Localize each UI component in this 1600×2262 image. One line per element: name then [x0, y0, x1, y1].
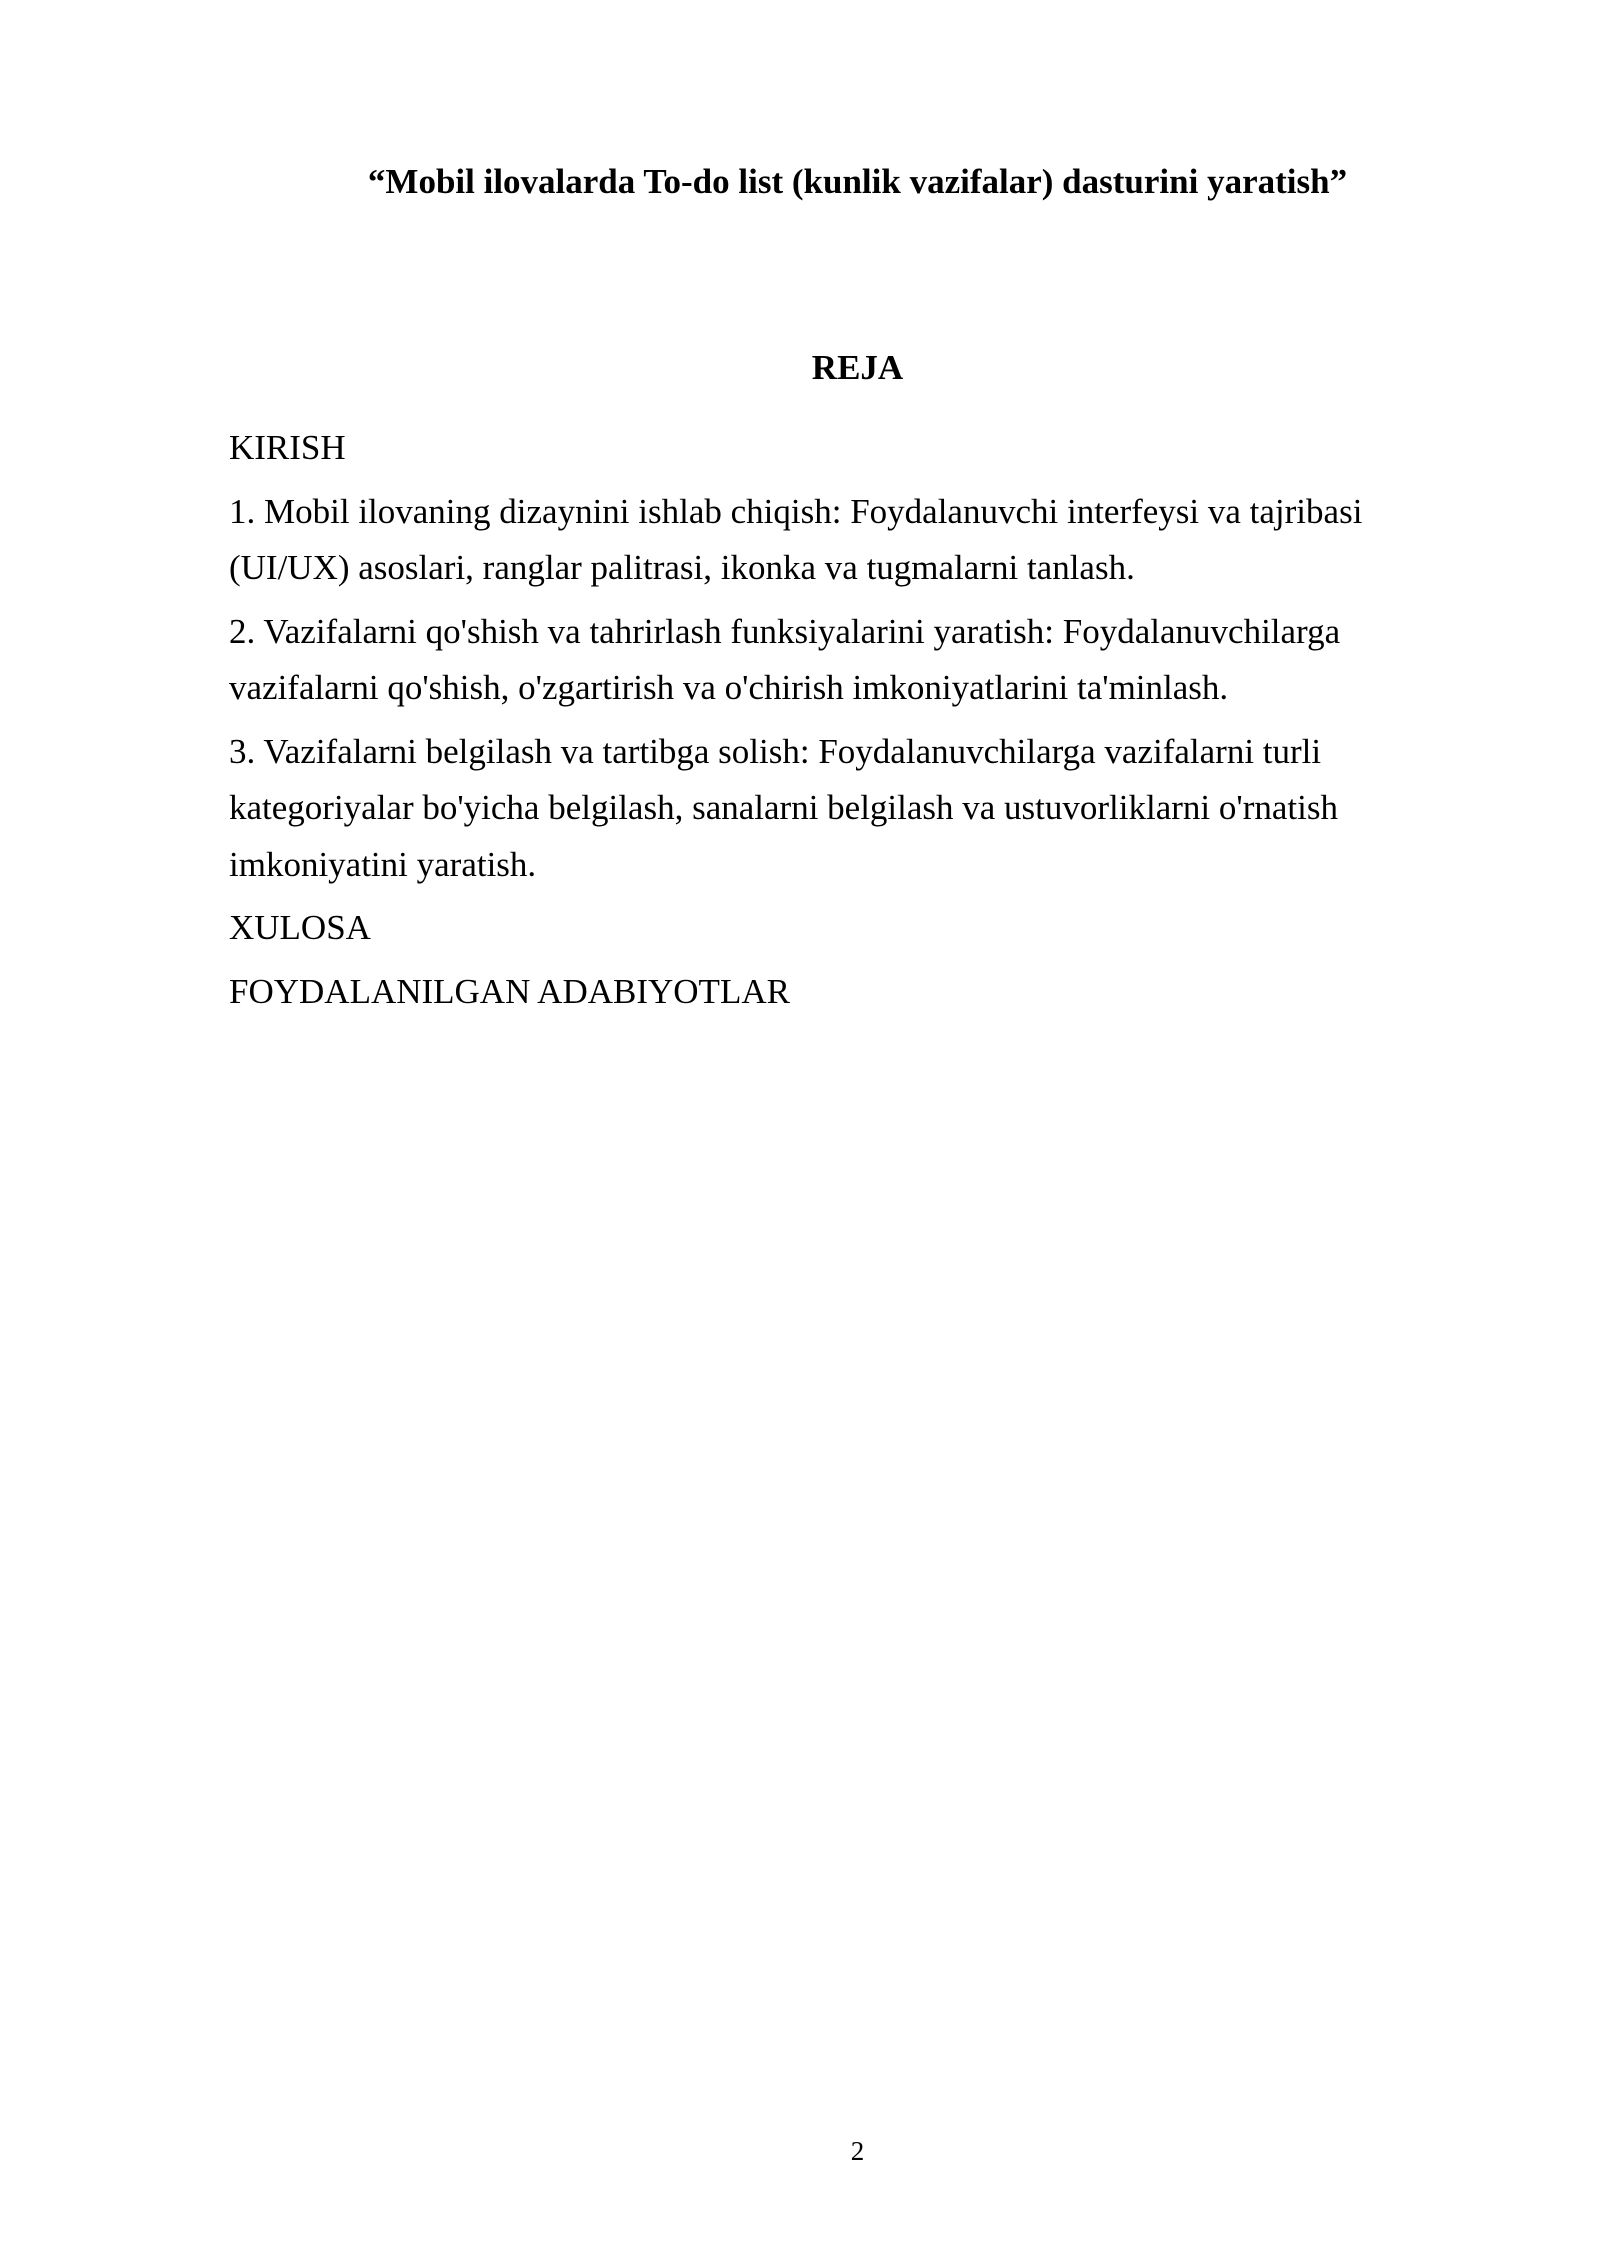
plan-item-introduction: KIRISH — [229, 428, 346, 467]
plan-heading: REJA — [811, 348, 904, 387]
plan-item-conclusion: XULOSA — [229, 908, 371, 947]
plan-item-references: FOYDALANILGAN ADABIYOTLAR — [229, 971, 790, 1011]
plan-list — [229, 420, 1469, 1027]
plan-item-3: 3. Vazifalarni belgilash va tartibga solish: Foydalanuvchilarga vazifalarni turli kategoriyalar bo'yicha belgilash, sanalarni belgilash va ustuvorliklarni o'rnatish imkoniyatini yaratish. — [229, 731, 1338, 884]
plan-item-2: 2. Vazifalarni qo'shish va tahrirlash funksiyalarini yaratish: Foydalanuvchilarga vazifalarni qo'shish, o'zgartirish va o'chirish imkoniyatlarini ta'minlash. — [229, 611, 1341, 707]
plan-item-1: 1. Mobil ilovaning dizaynini ishlab chiqish: Foydalanuvchi interfeysi va tajribasi (UI/UX) asoslari, ranglar palitrasi, ikonka va tugmalarni tanlash. — [229, 491, 1363, 587]
page-number: 2 — [850, 2136, 865, 2166]
document-title: “Mobil ilovalarda To-do list (kunlik vazifalar) dasturini yaratish” — [367, 162, 1348, 201]
